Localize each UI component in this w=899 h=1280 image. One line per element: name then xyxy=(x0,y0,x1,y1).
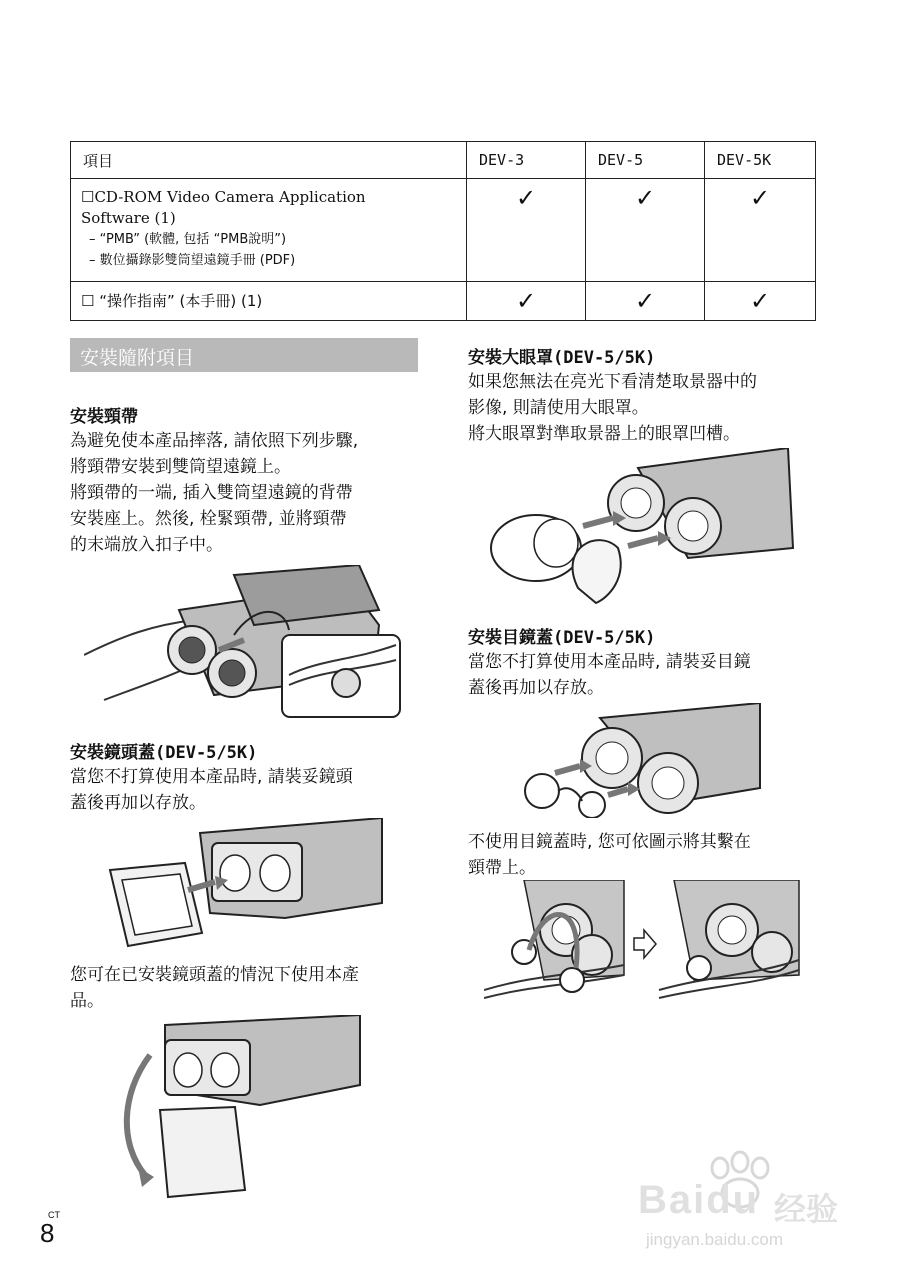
lens-hood-heading xyxy=(70,738,257,763)
header-dev5: DEV-5 xyxy=(586,142,705,179)
eyepiece-cap-heading-cjk: 安裝目鏡蓋 xyxy=(468,628,553,648)
header-item: 項目 xyxy=(71,142,467,179)
eyecup-text: 如果您無法在亮光下看清楚取景器中的 影像, 則請使用大眼罩。 將大眼罩對準取景器上的眼罩凹槽。 xyxy=(468,372,757,444)
eyepiece-cap-illustration xyxy=(520,703,765,818)
page-language-code: CT xyxy=(48,1210,60,1220)
strap-heading: 安裝頸帶 xyxy=(70,407,138,427)
lens-hood-text: 當您不打算使用本產品時, 請裝妥鏡頭 蓋後再加以存放。 xyxy=(70,767,353,813)
page-number: 8 xyxy=(40,1218,55,1248)
cap-strap-illustration xyxy=(484,880,804,1005)
eyepiece-cap-heading-model: (DEV-5/5K) xyxy=(553,628,656,648)
check-icon: ✓ xyxy=(586,179,705,282)
watermark-brand-cn: 经验 xyxy=(774,1190,839,1228)
table-row xyxy=(71,282,816,321)
check-icon: ✓ xyxy=(705,179,816,282)
item-cdrom-line2: Software (1) xyxy=(81,209,176,227)
header-dev5k: DEV-5K xyxy=(705,142,816,179)
strap-illustration xyxy=(84,565,404,720)
item-cdrom-sub1: – “PMB” (軟體, 包括 “PMB說明”) xyxy=(89,232,287,247)
item-cdrom-line1: ☐CD-ROM Video Camera Application xyxy=(81,188,366,206)
eyecup-heading xyxy=(468,343,655,368)
baidu-watermark-logo xyxy=(632,1148,862,1258)
check-icon: ✓ xyxy=(586,282,705,321)
eyecup-heading-model: (DEV-5/5K) xyxy=(553,348,656,368)
header-dev3: DEV-3 xyxy=(467,142,586,179)
watermark-brand: Baidu xyxy=(638,1178,760,1222)
eyepiece-cap-text: 當您不打算使用本產品時, 請裝妥目鏡 蓋後再加以存放。 xyxy=(468,652,751,698)
check-icon: ✓ xyxy=(467,282,586,321)
eyepiece-cap-heading xyxy=(468,623,655,648)
item-cdrom-sub2: – 數位攝錄影雙筒望遠鏡手冊 (PDF) xyxy=(89,253,296,268)
item-manual: ☐ “操作指南” (本手冊) (1) xyxy=(71,282,467,321)
lens-hood-note: 您可在已安裝鏡頭蓋的情況下使用本產 品。 xyxy=(70,965,359,1011)
lens-hood-illustration xyxy=(100,818,385,958)
table-header-row xyxy=(71,142,816,179)
section-title-bar xyxy=(70,338,418,372)
check-icon: ✓ xyxy=(467,179,586,282)
check-icon: ✓ xyxy=(705,282,816,321)
lens-hood-heading-model: (DEV-5/5K) xyxy=(155,743,258,763)
lens-hood-heading-cjk: 安裝鏡頭蓋 xyxy=(70,743,155,763)
table-row xyxy=(71,179,816,282)
section-title: 安裝隨附項目 xyxy=(80,347,195,369)
eyecup-heading-cjk: 安裝大眼罩 xyxy=(468,348,553,368)
watermark-url: jingyan.baidu.com xyxy=(646,1230,784,1249)
accessory-table xyxy=(70,141,816,321)
lens-hood-open-illustration xyxy=(120,1015,365,1200)
item-cdrom xyxy=(71,179,467,282)
strap-text: 為避免使本產品摔落, 請依照下列步驟, 將頸帶安裝到雙筒望遠鏡上。 將頸帶的一端, 插入雙筒望遠鏡的背帶 安裝座上。然後, 栓緊頸帶, 並將頸帶 的末端放入扣子中。 xyxy=(70,431,359,555)
eyecup-illustration xyxy=(488,448,798,608)
cap-note-text: 不使用目鏡蓋時, 您可依圖示將其繫在 頸帶上。 xyxy=(468,832,751,878)
